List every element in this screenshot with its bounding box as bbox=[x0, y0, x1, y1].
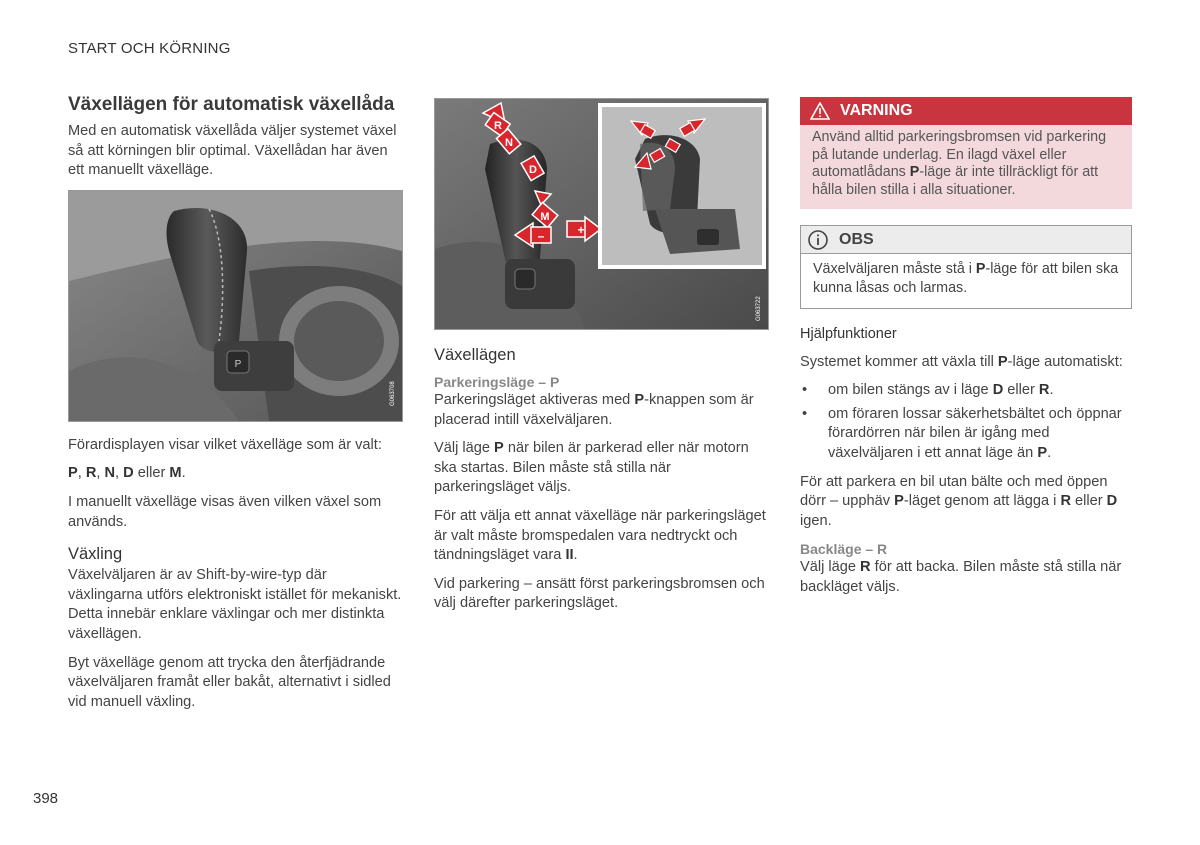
arrow-label-plus: + bbox=[577, 223, 585, 237]
back-paragraph: Välj läge R för att backa. Bilen måste stå stilla när backläget väljs. bbox=[800, 559, 1122, 595]
obs-header bbox=[801, 226, 1131, 254]
shift-pattern-illustration bbox=[435, 99, 768, 329]
obs-box bbox=[800, 225, 1132, 309]
park-paragraph-4: Vid parkering – ansätt först parkeringsbromsen och välj därefter parkeringsläget. bbox=[434, 575, 765, 612]
arrow-label-d: D bbox=[529, 164, 537, 176]
vaxling-paragraph-1: Växelväljaren är av Shift-by-wire-typ där växlingarna utförs elektroniskt istället för mekaniskt. Detta innebär enklare växlingar och mer distinkta växellägen. bbox=[68, 567, 402, 642]
display-paragraph: Förardisplayen visar vilket växelläge som är valt: bbox=[68, 436, 382, 453]
gear-selector-photo bbox=[68, 190, 403, 422]
info-icon bbox=[807, 229, 829, 251]
help-list bbox=[800, 381, 1132, 463]
warning-triangle-icon bbox=[810, 102, 830, 120]
section-title: Växellägen för automatisk växellåda bbox=[68, 94, 395, 115]
column-right bbox=[800, 97, 1132, 607]
intro-paragraph: Med en automatisk växellåda väljer systemet växel så att körningen blir optimal. Växellådan har även ett manuellt växelläge. bbox=[68, 123, 397, 179]
column-left bbox=[68, 94, 403, 721]
list-item: • om föraren lossar säkerhetsbältet och öppnar förardörren när bilen är igång med växelväljaren i ett annat läge än P. bbox=[802, 405, 1122, 461]
page-number: 398 bbox=[33, 790, 59, 807]
list-item: • om bilen stängs av i läge D eller R. bbox=[802, 382, 1054, 399]
warning-box bbox=[800, 97, 1132, 209]
arrow-label-r: R bbox=[494, 120, 502, 132]
warning-text: Använd alltid parkeringsbromsen vid parkering på lutande underlag. En ilagd växel eller automatlådans P-läge är inte tillräckligt för att hålla bilen stilla i alla situationer. bbox=[812, 129, 1107, 198]
backlage-heading: Backläge – R bbox=[800, 541, 888, 558]
hjalpfunktioner-heading: Hjälpfunktioner bbox=[800, 326, 897, 342]
park-without-belt-paragraph: För att parkera en bil utan bälte och med öppen dörr – upphäv P-läget genom att lägga i R eller D igen. bbox=[800, 473, 1118, 529]
vaxling-paragraph-2: Byt växelläge genom att trycka den återfjädrande växelväljaren framåt eller bakåt, alternativt i sidled vid manuell växling. bbox=[68, 654, 391, 710]
arrow-label-m: M bbox=[540, 211, 550, 223]
warning-header bbox=[800, 97, 1132, 125]
arrow-label-minus: – bbox=[537, 229, 545, 243]
column-middle bbox=[434, 345, 769, 623]
arrow-label-n: N bbox=[505, 137, 513, 149]
warning-title: VARNING bbox=[840, 102, 913, 120]
image-code: G063722 bbox=[756, 296, 762, 321]
help-intro: Systemet kommer att växla till P-läge automatiskt: bbox=[800, 353, 1123, 370]
obs-title: OBS bbox=[839, 230, 874, 248]
image-code: G063708 bbox=[390, 381, 396, 406]
running-header: START OCH KÖRNING bbox=[68, 40, 231, 57]
inset-detail bbox=[598, 103, 766, 269]
parkeringslage-heading: Parkeringsläge – P bbox=[434, 374, 560, 390]
shift-pattern-photo bbox=[434, 98, 769, 330]
vaxling-heading: Växling bbox=[68, 545, 123, 564]
modes-paragraph: P, R, N, D eller M. bbox=[68, 465, 186, 482]
park-paragraph-1: Parkeringsläget aktiveras med P-knappen som är placerad intill växelväljaren. bbox=[434, 392, 754, 428]
obs-text: Växelväljaren måste stå i P-läge för att bilen ska kunna låsas och larmas. bbox=[813, 261, 1119, 296]
park-button-label: P bbox=[234, 358, 242, 370]
park-paragraph-2: Välj läge P när bilen är parkerad eller när motorn ska startas. Bilen måste stå stilla när parkeringsläget väljs. bbox=[434, 440, 749, 496]
vaxellagen-heading: Växellägen bbox=[434, 346, 516, 364]
park-paragraph-3: För att välja ett annat växelläge när parkeringsläget är valt måste bromspedalen vara nedtryckt och tändningsläget vara II. bbox=[434, 507, 766, 564]
gear-selector-illustration bbox=[69, 191, 402, 421]
manual-paragraph: I manuellt växelläge visas även vilken växel som används. bbox=[68, 493, 382, 530]
